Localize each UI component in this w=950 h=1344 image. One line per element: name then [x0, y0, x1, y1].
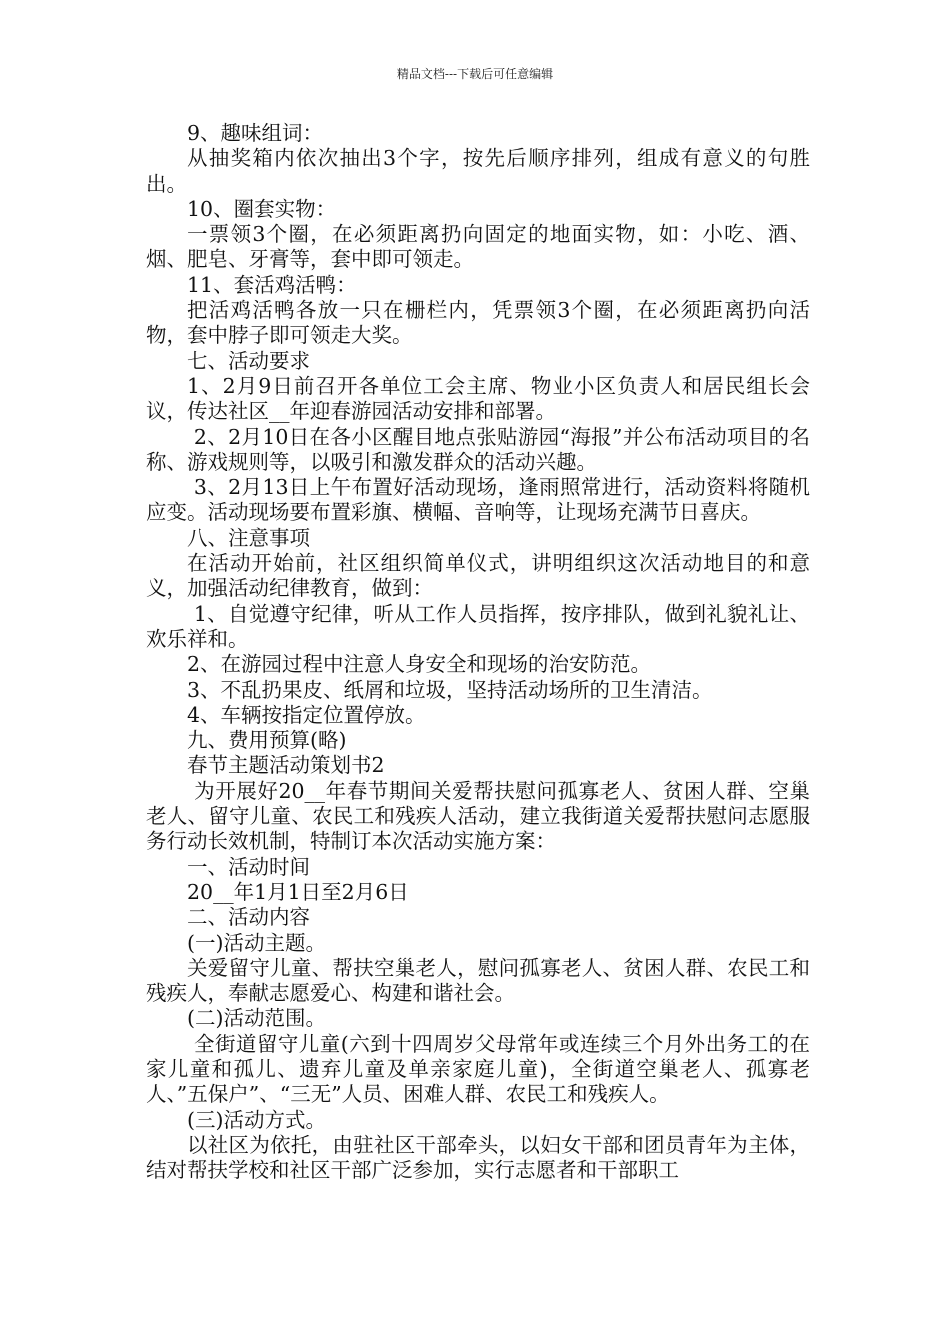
paragraph: 把活鸡活鸭各放一只在栅栏内，凭票领3个圈，在必须距离扔向活物，套中脖子即可领走大奖。	[146, 298, 810, 348]
paragraph: 在活动开始前，社区组织简单仪式，讲明组织这次活动地目的和意义，加强活动纪律教育，做到：	[146, 551, 810, 601]
paragraph: 10、圈套实物：	[187, 196, 337, 221]
section-heading: 一、活动时间	[187, 854, 310, 879]
document-body	[146, 121, 810, 1183]
paragraph: 3、不乱扔果皮、纸屑和垃圾，坚持活动场所的卫生清洁。	[187, 677, 713, 702]
paragraph: 20__年1月1日至2月6日	[187, 879, 409, 904]
paragraph: 关爱留守儿童、帮扶空巢老人，慰问孤寡老人、贫困人群、农民工和残疾人，奉献志愿爱心、构建和谐社会。	[146, 955, 810, 1006]
paragraph: 11、套活鸡活鸭：	[187, 272, 357, 297]
section-heading: 八、注意事项	[187, 525, 310, 550]
paragraph: 3、2月13日上午布置好活动现场，逢雨照常进行，活动资料将随机应变。活动现场要布置彩旗、横幅、音响等，让现场充满节日喜庆。	[146, 475, 810, 525]
paragraph: 以社区为依托，由驻社区干部牵头，以妇女干部和团员青年为主体，结对帮扶学校和社区干部广泛参加，实行志愿者和干部职工	[146, 1132, 810, 1183]
paragraph: 1、自觉遵守纪律，听从工作人员指挥，按序排队，做到礼貌礼让、欢乐祥和。	[146, 601, 810, 651]
document-title: 春节主题活动策划书2	[187, 753, 385, 778]
paragraph: 1、2月9日前召开各单位工会主席、物业小区负责人和居民组长会议，传达社区__年迎春游园活动安排和部署。	[146, 373, 810, 424]
paragraph: 2、在游园过程中注意人身安全和现场的治安防范。	[187, 652, 652, 677]
paragraph: 为开展好20__年春节期间关爱帮扶慰问孤寡老人、贫困人群、空巢老人、留守儿童、农民工和残疾人活动，建立我街道关爱帮扶慰问志愿服务行动长效机制，特制订本次活动实施方案：	[146, 778, 810, 854]
section-heading: 二、活动内容	[187, 905, 310, 930]
paragraph: 一票领3个圈，在必须距离扔向固定的地面实物，如：小吃、酒、烟、肥皂、牙膏等，套中即可领走。	[146, 222, 810, 272]
page-header: 精品文档---下载后可任意编辑	[396, 67, 554, 81]
paragraph: 4、车辆按指定位置停放。	[187, 702, 426, 727]
paragraph: 9、趣味组词：	[187, 121, 324, 145]
paragraph: 全街道留守儿童(六到十四周岁父母常年或连续三个月外出务工的在家儿童和孤儿、遗弃儿童及单亲家庭儿童)，全街道空巢老人、孤寡老人、”五保户”、“三无”人员、困难人群、农民工和残疾人。	[146, 1031, 810, 1107]
section-heading: 九、费用预算(略)	[187, 728, 347, 753]
paragraph: 2、2月10日在各小区醒目地点张贴游园“海报”并公布活动项目的名称、游戏规则等，以吸引和激发群众的活动兴趣。	[146, 424, 810, 474]
subsection-heading: (二)活动范围。	[187, 1006, 326, 1031]
paragraph: 从抽奖箱内依次抽出3个字，按先后顺序排列，组成有意义的句胜出。	[146, 146, 810, 196]
subsection-heading: (一)活动主题。	[187, 930, 326, 955]
section-heading: 七、活动要求	[187, 348, 310, 373]
subsection-heading: (三)活动方式。	[187, 1107, 326, 1132]
